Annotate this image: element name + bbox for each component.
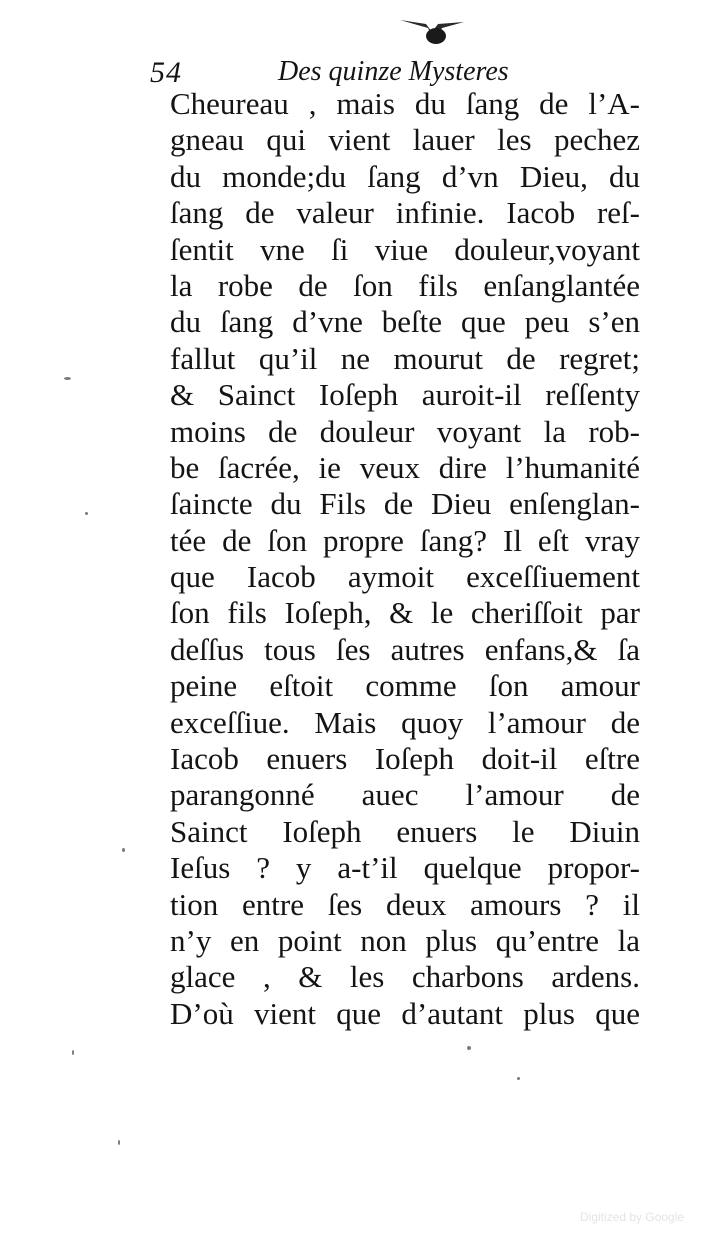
text-line: Cheureau , mais du ſang de l’A- bbox=[170, 86, 640, 121]
text-line: & Sainct Ioſeph auroit-il reſſenty bbox=[170, 377, 640, 413]
printer-ornament-mark bbox=[398, 14, 468, 48]
text-line: n’y en point non plus qu’entre la bbox=[170, 922, 640, 958]
text-line: ſentit vne ſi viue douleur,voyant bbox=[170, 231, 640, 267]
text-line: gneau qui vient lauer les pechez bbox=[170, 122, 640, 158]
text-line: ſaincte du Fils de Dieu enſenglan- bbox=[170, 486, 640, 522]
running-title: Des quinze Mysteres bbox=[278, 56, 509, 87]
paper-speck bbox=[517, 1077, 520, 1080]
paper-speck bbox=[467, 1046, 471, 1050]
text-line: peine eſtoit comme ſon amour bbox=[170, 668, 640, 704]
text-line: ſang de valeur infinie. Iacob reſ- bbox=[170, 195, 640, 231]
text-line: glace , & les charbons ardens. bbox=[170, 959, 640, 995]
paper-speck bbox=[64, 377, 71, 380]
text-line: que Iacob aymoit exceſſiuement bbox=[170, 559, 640, 595]
body-text bbox=[170, 86, 640, 1032]
paper-speck bbox=[85, 512, 88, 515]
text-line: Iacob enuers Ioſeph doit-il eſtre bbox=[170, 741, 640, 777]
page-number: 54 bbox=[150, 56, 182, 89]
text-line: du monde;du ſang d’vn Dieu, du bbox=[170, 158, 640, 194]
text-line: Sainct Ioſeph enuers le Diuin bbox=[170, 813, 640, 849]
paper-speck bbox=[72, 1050, 74, 1055]
text-line: du ſang d’vne beſte que peu s’en bbox=[170, 304, 640, 340]
text-line: la robe de ſon fils enſanglantée bbox=[170, 267, 640, 303]
text-line: tion entre ſes deux amours ? il bbox=[170, 886, 640, 922]
text-line: D’où vient que d’autant plus que bbox=[170, 995, 640, 1031]
text-line: moins de douleur voyant la rob- bbox=[170, 413, 640, 449]
text-line: ſon fils Ioſeph, & le cheriſſoit par bbox=[170, 595, 640, 631]
text-line: parangonné auec l’amour de bbox=[170, 777, 640, 813]
text-line: exceſſiue. Mais quoy l’amour de bbox=[170, 704, 640, 740]
text-line: deſſus tous ſes autres enfans,& ſa bbox=[170, 631, 640, 667]
paper-speck bbox=[122, 848, 125, 852]
text-line: Ieſus ? y a-t’il quelque propor- bbox=[170, 850, 640, 886]
text-line: fallut qu’il ne mourut de regret; bbox=[170, 340, 640, 376]
digitization-watermark: Digitized by Google bbox=[580, 1210, 685, 1224]
text-line: tée de ſon propre ſang? Il eſt vray bbox=[170, 522, 640, 558]
text-line: be ſacrée, ie veux dire l’humanité bbox=[170, 449, 640, 485]
paper-speck bbox=[118, 1140, 120, 1145]
